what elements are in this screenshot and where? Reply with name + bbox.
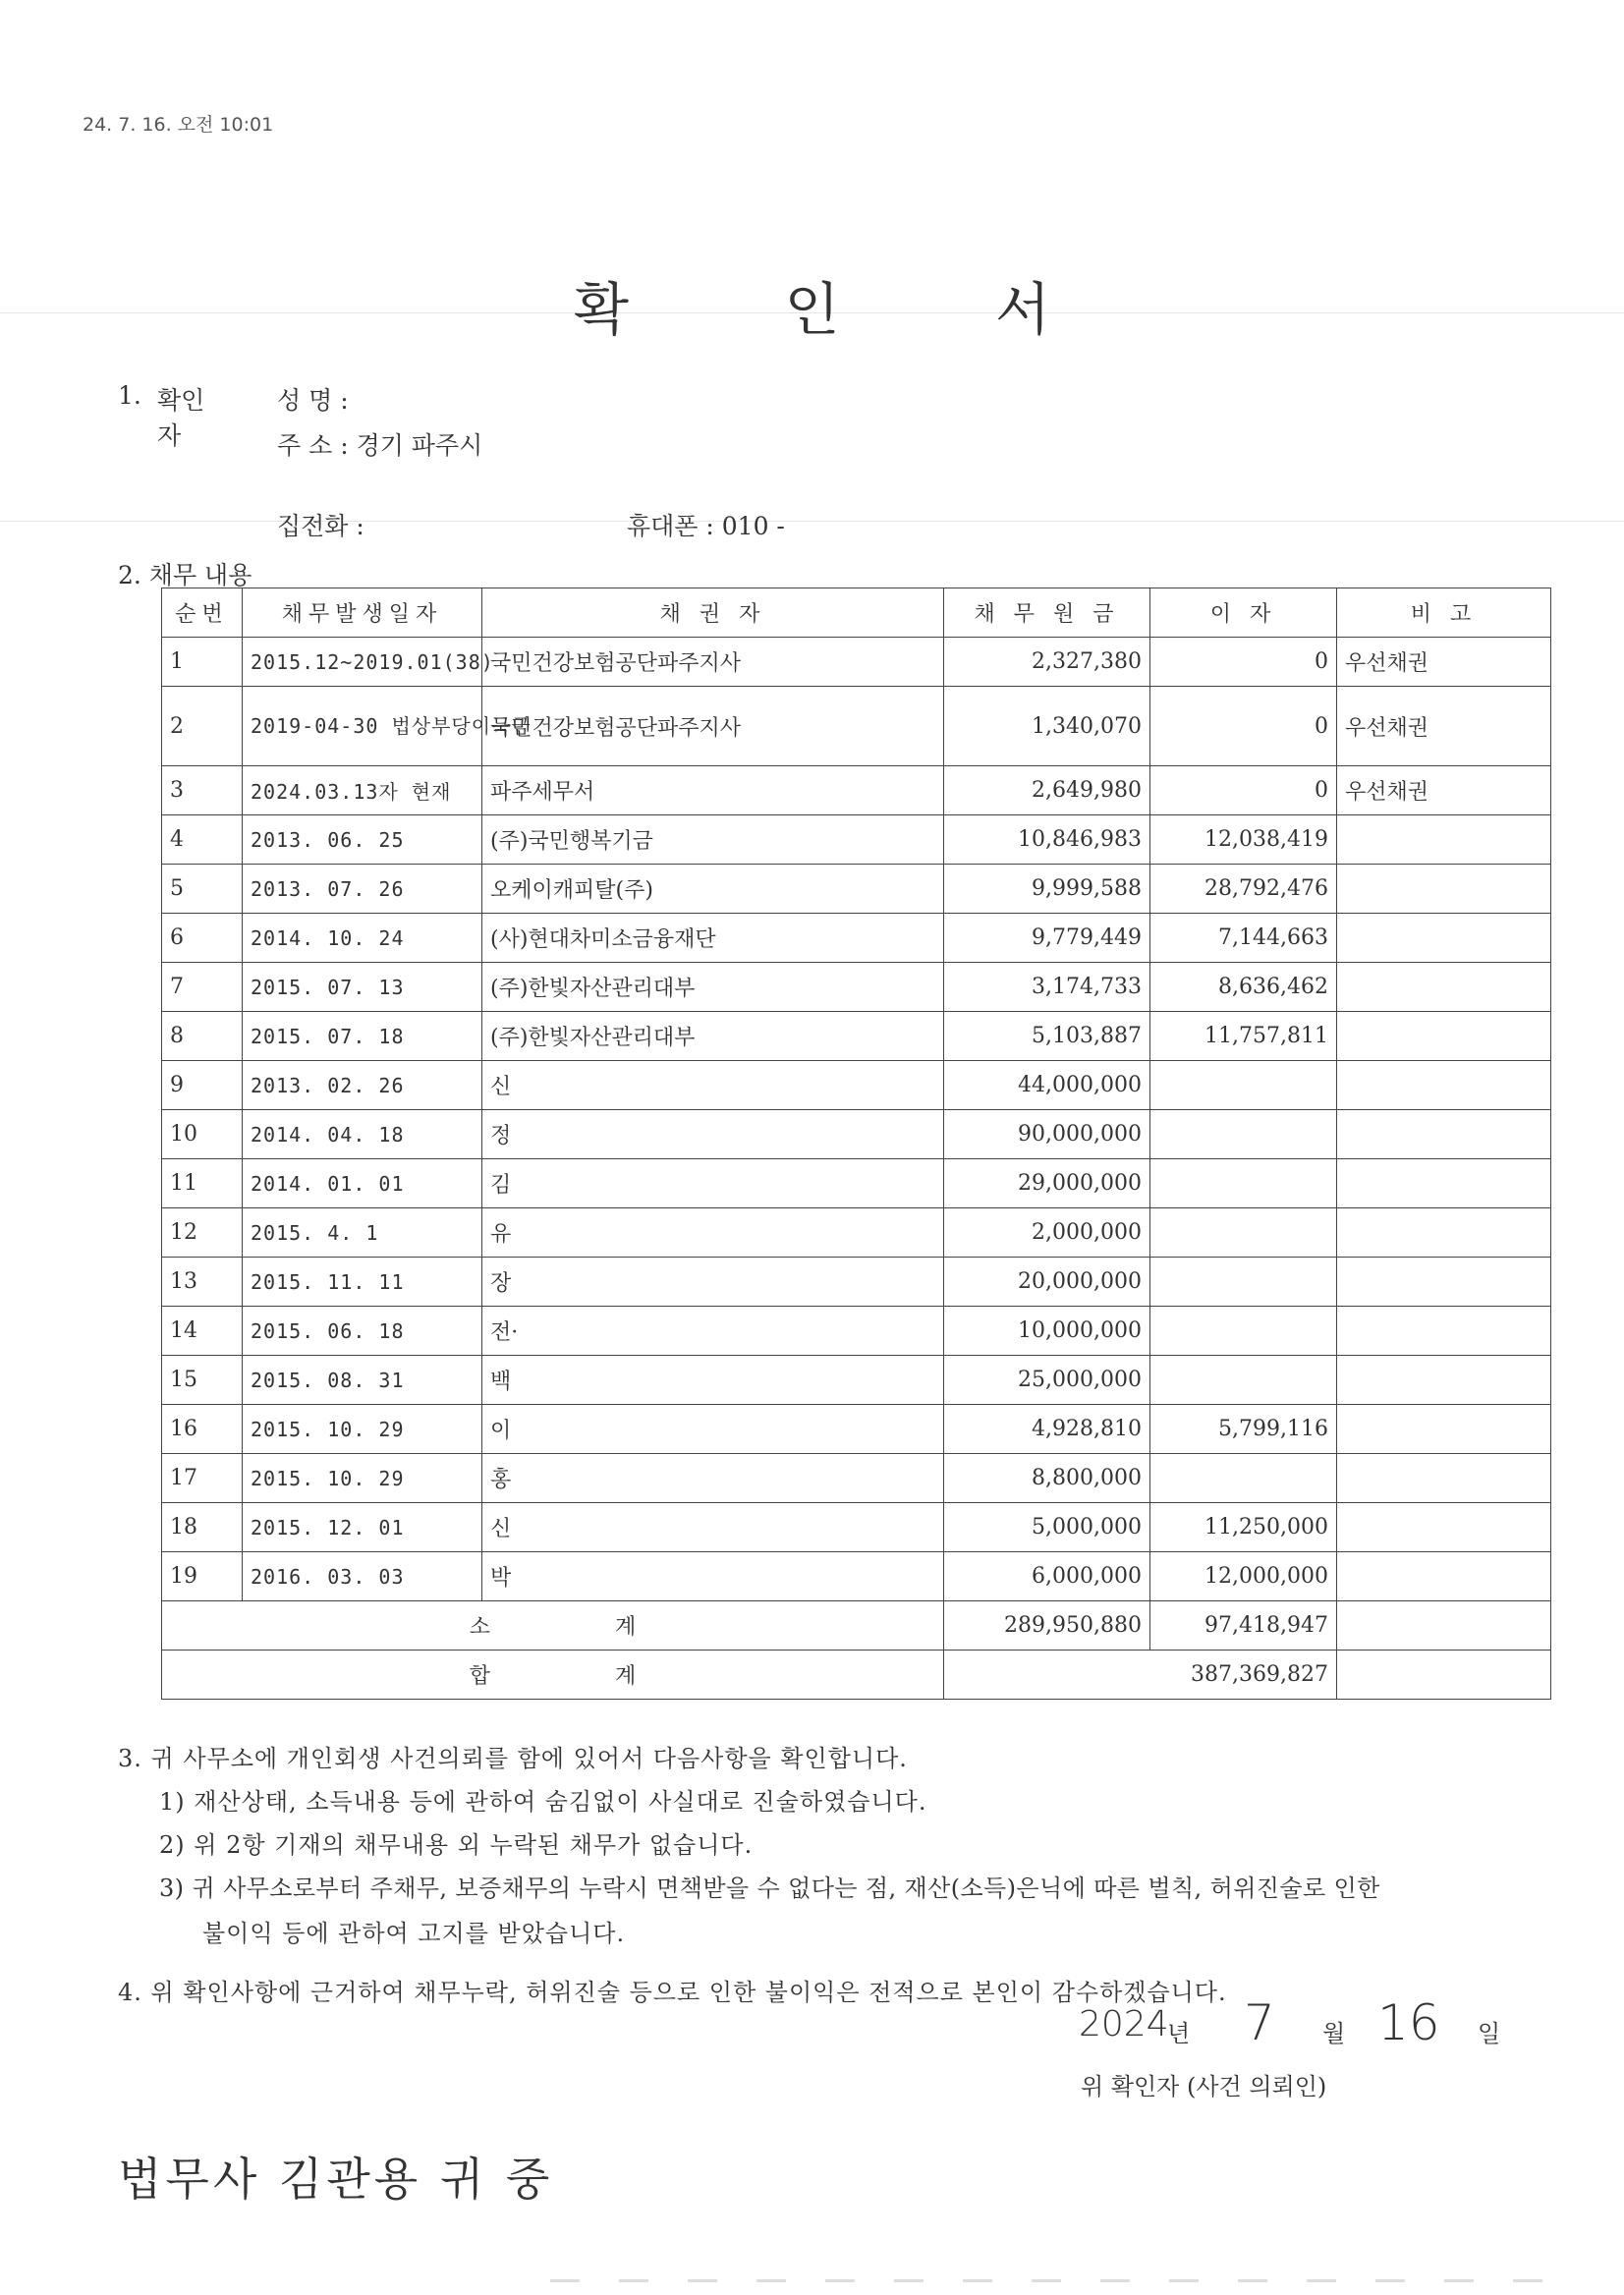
row-interest <box>1150 1061 1337 1110</box>
row-principal: 4,928,810 <box>944 1405 1150 1454</box>
row-date: 2015. 06. 18 <box>243 1307 482 1356</box>
section3-item-3: 3) 귀 사무소로부터 주채무, 보증채무의 누락시 면책받을 수 없다는 점, 재산(소득)은닉에 따른 벌칙, 허위진술로 인한 <box>159 1875 1380 1902</box>
row-interest: 11,250,000 <box>1150 1503 1337 1552</box>
subtotal-label: 소 계 <box>162 1601 944 1651</box>
row-creditor: 홍 <box>482 1454 944 1503</box>
row-note <box>1337 1307 1551 1356</box>
name-label: 성 명 : <box>277 386 349 415</box>
table-row <box>162 1454 1551 1503</box>
mobile-label: 휴대폰 : 010 - <box>627 512 785 540</box>
row-principal: 10,846,983 <box>944 815 1150 865</box>
row-creditor: 국민건강보험공단파주지사 <box>482 687 944 766</box>
row-no: 10 <box>162 1110 243 1159</box>
row-date: 2015. 08. 31 <box>243 1356 482 1405</box>
row-note <box>1337 1208 1551 1258</box>
total-label: 합 계 <box>162 1651 944 1700</box>
row-creditor: 전· <box>482 1307 944 1356</box>
total-row <box>162 1651 1551 1700</box>
table-row <box>162 1356 1551 1405</box>
col-header-note: 비 고 <box>1337 588 1551 638</box>
row-date: 2024.03.13자 현재 <box>243 766 482 815</box>
table-row <box>162 865 1551 914</box>
row-creditor: 국민건강보험공단파주지사 <box>482 638 944 687</box>
table-row <box>162 766 1551 815</box>
row-note <box>1337 1503 1551 1552</box>
row-date: 2015.12~2019.01(38) <box>243 638 482 687</box>
row-no: 1 <box>162 638 243 687</box>
row-interest: 5,799,116 <box>1150 1405 1337 1454</box>
row-creditor: 김 <box>482 1159 944 1208</box>
row-date: 2013. 02. 26 <box>243 1061 482 1110</box>
subtotal-principal: 289,950,880 <box>944 1601 1150 1651</box>
row-interest <box>1150 1159 1337 1208</box>
section1-heading-line1: 확인 <box>157 386 205 415</box>
row-date: 2015. 11. 11 <box>243 1258 482 1307</box>
section2-heading: 2. 채무 내용 <box>118 561 252 589</box>
row-no: 17 <box>162 1454 243 1503</box>
row-no: 13 <box>162 1258 243 1307</box>
col-header-no: 순번 <box>162 588 243 638</box>
table-row <box>162 638 1551 687</box>
section1-heading-line2: 자 <box>157 421 182 450</box>
row-interest: 11,757,811 <box>1150 1012 1337 1061</box>
row-note: 우선채권 <box>1337 638 1551 687</box>
row-note <box>1337 1258 1551 1307</box>
row-note <box>1337 1405 1551 1454</box>
col-header-interest: 이 자 <box>1150 588 1337 638</box>
subtotal-interest: 97,418,947 <box>1150 1601 1337 1651</box>
col-header-principal: 채 무 원 금 <box>944 588 1150 638</box>
table-row <box>162 1258 1551 1307</box>
row-no: 14 <box>162 1307 243 1356</box>
table-row <box>162 1110 1551 1159</box>
row-principal: 2,327,380 <box>944 638 1150 687</box>
row-principal: 1,340,070 <box>944 687 1150 766</box>
section3-item-3-continued: 불이익 등에 관하여 고지를 받았습니다. <box>202 1920 626 1947</box>
row-interest: 0 <box>1150 687 1337 766</box>
row-creditor: 유 <box>482 1208 944 1258</box>
row-interest: 12,000,000 <box>1150 1552 1337 1601</box>
table-row <box>162 687 1551 766</box>
table-row <box>162 815 1551 865</box>
row-creditor: 신 <box>482 1503 944 1552</box>
row-date: 2015. 4. 1 <box>243 1208 482 1258</box>
scan-artifact-line <box>0 521 1624 522</box>
row-date: 2013. 07. 26 <box>243 865 482 914</box>
section1-number: 1. <box>118 381 141 410</box>
row-interest: 0 <box>1150 638 1337 687</box>
row-creditor: 백 <box>482 1356 944 1405</box>
row-note: 우선채권 <box>1337 766 1551 815</box>
row-no: 19 <box>162 1552 243 1601</box>
row-interest: 8,636,462 <box>1150 963 1337 1012</box>
table-header-row <box>162 588 1551 638</box>
row-note <box>1337 963 1551 1012</box>
row-date: 2015. 07. 18 <box>243 1012 482 1061</box>
row-note <box>1337 1356 1551 1405</box>
address-label: 주 소 : 경기 파주시 <box>277 431 483 460</box>
row-principal: 2,649,980 <box>944 766 1150 815</box>
row-date: 2015. 12. 01 <box>243 1503 482 1552</box>
row-no: 6 <box>162 914 243 963</box>
row-interest <box>1150 1356 1337 1405</box>
signature-month: 7 <box>1244 1994 1275 2051</box>
row-principal: 6,000,000 <box>944 1552 1150 1601</box>
document-title: 확 인 서 <box>574 276 1119 343</box>
col-header-date: 채무발생일자 <box>243 588 482 638</box>
table-row <box>162 1552 1551 1601</box>
row-interest <box>1150 1258 1337 1307</box>
row-principal: 10,000,000 <box>944 1307 1150 1356</box>
row-principal: 5,000,000 <box>944 1503 1150 1552</box>
row-interest <box>1150 1454 1337 1503</box>
signer-label: 위 확인자 (사건 의뢰인) <box>1081 2073 1327 2100</box>
row-no: 15 <box>162 1356 243 1405</box>
row-creditor: (사)현대차미소금융재단 <box>482 914 944 963</box>
row-principal: 8,800,000 <box>944 1454 1150 1503</box>
row-date: 2015. 10. 29 <box>243 1405 482 1454</box>
row-creditor: 박 <box>482 1552 944 1601</box>
row-creditor: (주)국민행복기금 <box>482 815 944 865</box>
subtotal-note <box>1337 1601 1551 1651</box>
row-no: 7 <box>162 963 243 1012</box>
row-no: 12 <box>162 1208 243 1258</box>
row-note <box>1337 914 1551 963</box>
row-principal: 29,000,000 <box>944 1159 1150 1208</box>
row-principal: 20,000,000 <box>944 1258 1150 1307</box>
row-principal: 3,174,733 <box>944 963 1150 1012</box>
row-note <box>1337 1012 1551 1061</box>
row-interest <box>1150 1208 1337 1258</box>
table-row <box>162 1061 1551 1110</box>
table-row <box>162 1503 1551 1552</box>
table-row <box>162 1307 1551 1356</box>
row-creditor: 오케이캐피탈(주) <box>482 865 944 914</box>
row-no: 5 <box>162 865 243 914</box>
row-date: 2014. 04. 18 <box>243 1110 482 1159</box>
signature-day-unit: 일 <box>1478 2020 1501 2047</box>
home-phone-label: 집전화 : <box>277 512 364 540</box>
row-principal: 9,779,449 <box>944 914 1150 963</box>
row-creditor: 정 <box>482 1110 944 1159</box>
row-date: 2014. 01. 01 <box>243 1159 482 1208</box>
table-row <box>162 963 1551 1012</box>
row-note <box>1337 1159 1551 1208</box>
row-date: 2013. 06. 25 <box>243 815 482 865</box>
scan-artifact-footer <box>550 2279 1582 2282</box>
row-interest: 0 <box>1150 766 1337 815</box>
row-date: 2016. 03. 03 <box>243 1552 482 1601</box>
row-creditor: 장 <box>482 1258 944 1307</box>
row-creditor: (주)한빛자산관리대부 <box>482 1012 944 1061</box>
row-note <box>1337 1110 1551 1159</box>
row-interest: 12,038,419 <box>1150 815 1337 865</box>
row-no: 18 <box>162 1503 243 1552</box>
row-interest <box>1150 1307 1337 1356</box>
section3-heading: 3. 귀 사무소에 개인회생 사건의뢰를 함에 있어서 다음사항을 확인합니다. <box>118 1745 908 1772</box>
row-note: 우선채권 <box>1337 687 1551 766</box>
subtotal-row <box>162 1601 1551 1651</box>
row-date: 2014. 10. 24 <box>243 914 482 963</box>
row-note <box>1337 1454 1551 1503</box>
row-creditor: (주)한빛자산관리대부 <box>482 963 944 1012</box>
row-principal: 2,000,000 <box>944 1208 1150 1258</box>
row-no: 9 <box>162 1061 243 1110</box>
total-value: 387,369,827 <box>944 1651 1337 1700</box>
print-timestamp: 24. 7. 16. 오전 10:01 <box>83 114 274 136</box>
row-principal: 25,000,000 <box>944 1356 1150 1405</box>
row-date: 2019-04-30 법상부당이득금 <box>243 687 482 766</box>
total-note <box>1337 1651 1551 1700</box>
section3-item-1: 1) 재산상태, 소득내용 등에 관하여 숨김없이 사실대로 진술하였습니다. <box>159 1788 927 1816</box>
col-header-creditor: 채 권 자 <box>482 588 944 638</box>
signature-year-unit: 년 <box>1167 2020 1191 2047</box>
row-no: 2 <box>162 687 243 766</box>
row-principal: 44,000,000 <box>944 1061 1150 1110</box>
section4-text: 4. 위 확인사항에 근거하여 채무누락, 허위진술 등으로 인한 불이익은 전적으로 본인이 감수하겠습니다. <box>118 1979 1227 2006</box>
row-no: 16 <box>162 1405 243 1454</box>
signature-year: 2024 <box>1079 2004 1169 2044</box>
addressee: 법무사 김관용 귀 중 <box>118 2153 554 2206</box>
section3-item-2: 2) 위 2항 기재의 채무내용 외 누락된 채무가 없습니다. <box>159 1831 754 1859</box>
debt-table <box>161 588 1551 1700</box>
row-creditor: 파주세무서 <box>482 766 944 815</box>
row-no: 3 <box>162 766 243 815</box>
table-row <box>162 1208 1551 1258</box>
row-no: 4 <box>162 815 243 865</box>
table-row <box>162 914 1551 963</box>
row-no: 8 <box>162 1012 243 1061</box>
table-row <box>162 1405 1551 1454</box>
row-interest: 28,792,476 <box>1150 865 1337 914</box>
row-principal: 5,103,887 <box>944 1012 1150 1061</box>
row-note <box>1337 865 1551 914</box>
row-date: 2015. 07. 13 <box>243 963 482 1012</box>
row-principal: 9,999,588 <box>944 865 1150 914</box>
row-note <box>1337 1061 1551 1110</box>
row-no: 11 <box>162 1159 243 1208</box>
row-creditor: 이 <box>482 1405 944 1454</box>
table-row <box>162 1159 1551 1208</box>
signature-month-unit: 월 <box>1322 2020 1346 2047</box>
row-creditor: 신 <box>482 1061 944 1110</box>
row-interest: 7,144,663 <box>1150 914 1337 963</box>
row-note <box>1337 815 1551 865</box>
row-date: 2015. 10. 29 <box>243 1454 482 1503</box>
row-note <box>1337 1552 1551 1601</box>
signature-day: 16 <box>1377 1994 1440 2051</box>
table-row <box>162 1012 1551 1061</box>
row-interest <box>1150 1110 1337 1159</box>
row-principal: 90,000,000 <box>944 1110 1150 1159</box>
